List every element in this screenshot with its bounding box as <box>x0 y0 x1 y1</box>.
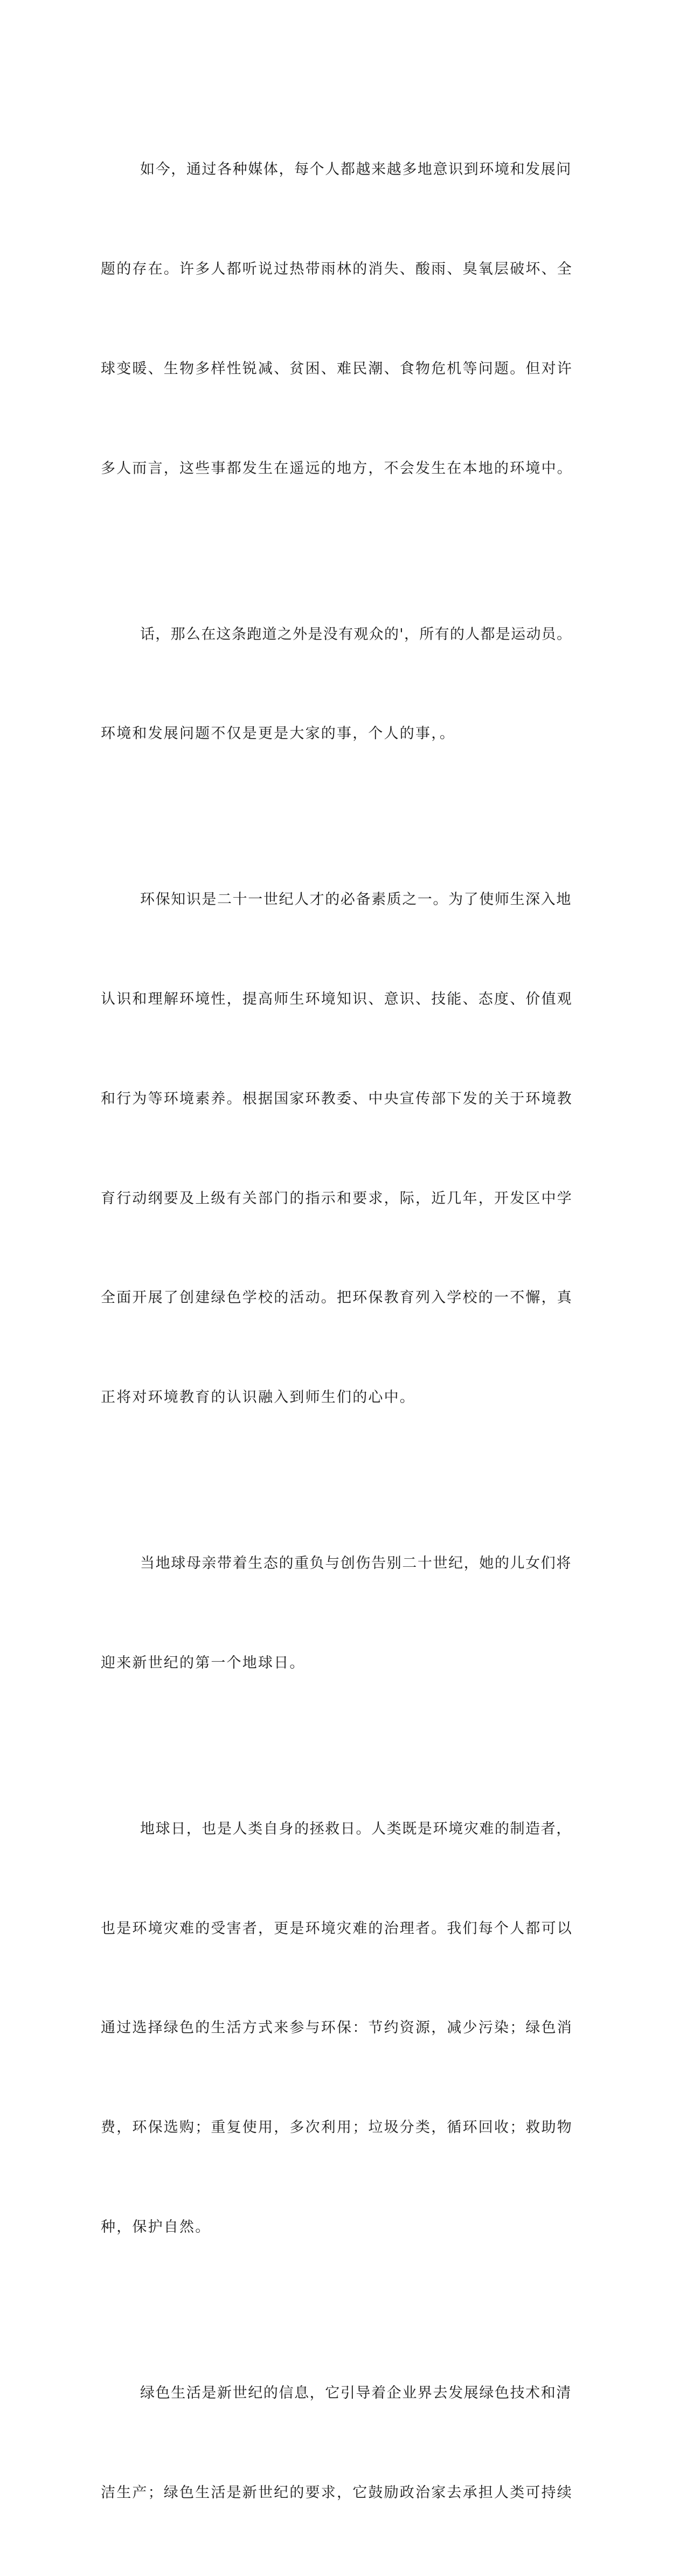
text-line: 话，那么在这条跑道之外是没有观众的'，所有的人都是运动员。 <box>140 626 572 643</box>
text-line: 种，保护自然。 <box>101 2219 211 2235</box>
text-line: 认识和理解环境性，提高师生环境知识、意识、技能、态度、价值观 <box>101 991 573 1008</box>
text-line: 费，环保选购；重复使用，多次利用；垃圾分类，循环回收；救助物 <box>101 2119 573 2136</box>
text-line: 地球日，也是人类自身的拯救日。人类既是环境灾难的制造者， <box>140 1820 572 1837</box>
paragraph-2 <box>101 551 575 817</box>
text-line: 通过选择绿色的生活方式来参与环保：节约资源，减少污染；绿色消 <box>101 2019 573 2037</box>
text-line: 洁生产；绿色生活是新世纪的要求，它鼓励政治家去承担人类可持续 <box>101 2484 573 2501</box>
paragraph-5 <box>101 1746 575 2310</box>
text-line: 环保知识是二十一世纪人才的必备素质之一。为了使师生深入地 <box>140 891 572 908</box>
text-line: 正将对环境教育的认识融入到师生们的心中。 <box>101 1389 415 1406</box>
text-line: 题的存在。许多人都听说过热带雨林的消失、酸雨、臭氧层破坏、全 <box>101 260 573 277</box>
paragraph-1 <box>101 87 575 551</box>
paragraph-4 <box>101 1481 575 1746</box>
text-line: 环境和发展问题不仅是更是大家的事，个人的事，。 <box>101 725 456 742</box>
paragraph-3 <box>101 817 575 1481</box>
text-line: 多人而言，这些事都发生在遥远的地方，不会发生在本地的环境中。 <box>101 460 573 477</box>
text-line: 球变暖、生物多样性锐减、贫困、难民潮、食物危机等问题。但对许 <box>101 360 573 377</box>
text-line: 育行动纲要及上级有关部门的指示和要求，际，近几年，开发区中学 <box>101 1190 573 1207</box>
text-line: 当地球母亲带着生态的重负与创伤告别二十世纪，她的儿女们将 <box>140 1555 572 1572</box>
paragraph-6 <box>101 2310 575 2576</box>
text-line: 绿色生活是新世纪的信息，它引导着企业界去发展绿色技术和清 <box>140 2384 572 2401</box>
text-line: 如今，通过各种媒体，每个人都越来越多地意识到环境和发展问 <box>140 161 572 178</box>
text-line: 迎来新世纪的第一个地球日。 <box>101 1654 306 1671</box>
text-line: 也是环境灾难的受害者，更是环境灾难的治理者。我们每个人都可以 <box>101 1920 573 1937</box>
document-body <box>101 87 575 2576</box>
text-line: 全面开展了创建绿色学校的活动。把环保教育列入学校的一不懈，真 <box>101 1289 573 1307</box>
text-line: 和行为等环境素养。根据国家环教委、中央宣传部下发的关于环境教 <box>101 1090 573 1107</box>
